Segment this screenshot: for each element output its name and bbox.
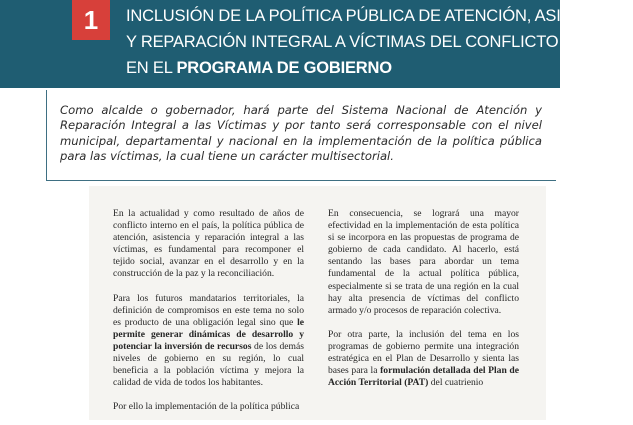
left-paragraph-3: Por ello la implementación de la política pública — [113, 401, 300, 413]
section-title-line-2: Y REPARACIÓN INTEGRAL A VÍCTIMAS DEL CONFLICTO ARMADO — [126, 33, 633, 51]
section-title-line-3 — [126, 55, 556, 81]
right-paragraph-1: En consecuencia, se logrará una mayor efectividad en la implementación de esta política si se incorpora en las propuestas de programa de gobierno de cada candidato. Al hacerlo, está sentando las bases para abordar un tema fundamental de la actual política pública, especialmente si se trata de una región en la cual hay alta presencia de víctimas del conflicto armado y/o procesos de reparación colectiva. — [328, 208, 519, 316]
body-column-right — [328, 208, 519, 401]
right-paragraph-2-bold: formulación detallada del Plan de Acción Territorial (PAT) — [328, 365, 519, 389]
right-paragraph-2-start: Por otra parte, la inclusión del tema en los programas de gobierno permite una integración estratégica en el Plan de Desarrollo y sienta las bases para la — [328, 328, 519, 377]
left-paragraph-2-end: de los demás niveles de gobierno en su región, lo cual beneficia a la población víctima y mejora la calidad de vida de todos los habitantes. — [113, 340, 304, 389]
left-paragraph-2-bold: le permite generar dinámicas de desarrollo y potenciar la inversión de recursos — [113, 316, 304, 352]
left-paragraph-1: En la actualidad y como resultado de años de conflicto interno en el país, la política pública de atención, asistencia y reparación integral a las víctimas, es fundamental para recomponer el tejido social, avanzar en el desarrollo y en la construcción de la paz y la reconciliación. — [113, 208, 304, 280]
section-title-line-3-prefix: EN EL — [126, 59, 177, 77]
body-column-left — [113, 208, 304, 425]
left-paragraph-2-start: Para los futuros mandatarios territoriales, la definición de compromisos en este tema no solo es producto de una obligación legal sino que — [113, 292, 304, 328]
left-paragraph-2 — [113, 293, 304, 390]
section-title-line-3-bold: PROGRAMA DE GOBIERNO — [176, 59, 392, 77]
section-title — [126, 3, 633, 81]
intro-text: Como alcalde o gobernador, hará parte del Sistema Nacional de Atención y Reparación Integral a las Víctimas y por tanto será corresponsable con el nivel municipal, departamental y nacional en la implementación de la política pública para las víctimas, la cual tiene un carácter multisectorial. — [60, 103, 542, 164]
right-paragraph-2 — [328, 329, 519, 389]
section-title-line-1: INCLUSIÓN DE LA POLÍTICA PÚBLICA DE ATENCIÓN, ASISTENCIA — [126, 7, 631, 25]
right-paragraph-2-end: del cuatrienio — [428, 377, 484, 389]
section-number-badge: 1 — [72, 0, 110, 40]
